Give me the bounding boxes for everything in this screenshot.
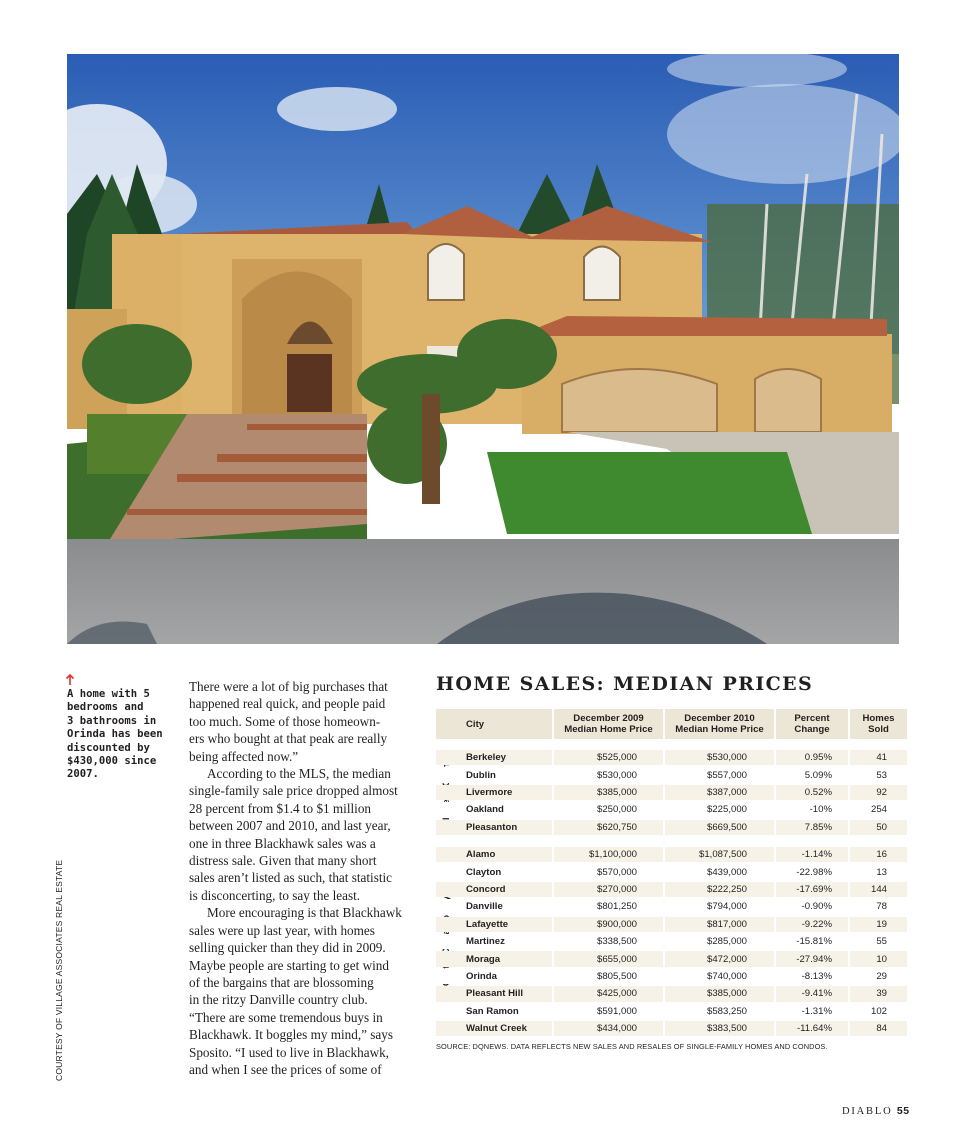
cell-homes-sold: 50 xyxy=(876,821,887,833)
cell-dec-2009: $1,100,000 xyxy=(588,849,637,861)
article-line: “There are some tremendous buys in xyxy=(189,1009,383,1025)
cell-city: Livermore xyxy=(466,786,513,798)
table-row xyxy=(436,766,907,783)
caption-line: bedrooms and xyxy=(67,701,144,714)
cell-dec-2010: $472,000 xyxy=(706,953,747,965)
cell-homes-sold: 10 xyxy=(876,953,887,965)
cell-percent-change: 7.85% xyxy=(804,821,832,833)
header-line: December 2010 xyxy=(684,713,755,724)
table-row xyxy=(436,968,907,985)
cell-dec-2010: $817,000 xyxy=(706,918,747,930)
caption-line: discounted by xyxy=(67,741,150,754)
page-folio xyxy=(842,1105,910,1117)
cell-percent-change: -9.22% xyxy=(801,918,832,930)
cell-dec-2009: $530,000 xyxy=(596,769,637,781)
cell-percent-change: -11.64% xyxy=(796,1023,832,1035)
table-header xyxy=(436,709,907,739)
cell-homes-sold: 19 xyxy=(876,918,887,930)
cell-percent-change: -27.94% xyxy=(796,953,832,965)
table-row xyxy=(436,898,907,915)
cell-dec-2010: $1,087,500 xyxy=(698,849,747,861)
cell-city: Walnut Creek xyxy=(466,1023,527,1035)
article-line: 28 percent from $1.4 to $1 million xyxy=(189,800,372,816)
cell-city: Lafayette xyxy=(466,918,509,930)
cell-percent-change: -0.90% xyxy=(801,901,832,913)
cell-homes-sold: 41 xyxy=(876,752,887,764)
cell-city: Clayton xyxy=(466,866,502,878)
cell-percent-change: -1.14% xyxy=(801,849,832,861)
article-line: Maybe people are starting to get wind xyxy=(189,957,389,973)
cell-dec-2010: $439,000 xyxy=(706,866,747,878)
cell-dec-2009: $425,000 xyxy=(596,988,637,1000)
cell-percent-change: -17.69% xyxy=(796,883,832,895)
table-row xyxy=(436,863,907,880)
photo-caption xyxy=(67,688,167,782)
article-line: selling quicker than they did in 2009. xyxy=(189,940,386,956)
cell-percent-change: -9.41% xyxy=(801,988,832,1000)
cell-dec-2010: $385,000 xyxy=(706,988,747,1000)
cell-city: Alamo xyxy=(466,849,496,861)
cell-dec-2010: $794,000 xyxy=(706,901,747,913)
table-row xyxy=(436,950,907,967)
cell-city: Pleasanton xyxy=(466,821,518,833)
cell-percent-change: -1.31% xyxy=(801,1005,832,1017)
caption-line: $430,000 since xyxy=(67,755,157,768)
cell-dec-2009: $591,000 xyxy=(596,1005,637,1017)
cell-dec-2009: $525,000 xyxy=(596,752,637,764)
cell-dec-2009: $570,000 xyxy=(596,866,637,878)
cell-city: Dublin xyxy=(466,769,496,781)
house-photo xyxy=(67,54,899,644)
cell-dec-2010: $222,250 xyxy=(706,883,747,895)
table-row xyxy=(436,1003,907,1020)
cell-city: Martinez xyxy=(466,936,505,948)
photo-credit: COURTESY OF VILLAGE ASSOCIATES REAL ESTATE xyxy=(54,859,64,1081)
cell-dec-2010: $225,000 xyxy=(706,804,747,816)
caption-line: A home with 5 xyxy=(67,688,150,700)
up-arrow-icon xyxy=(65,674,75,686)
cell-dec-2010: $557,000 xyxy=(706,769,747,781)
cell-percent-change: -22.98% xyxy=(796,866,832,878)
header-city: City xyxy=(466,718,485,730)
table-row xyxy=(436,933,907,950)
header-dec-2009 xyxy=(554,709,663,739)
header-dec-2010 xyxy=(665,709,774,739)
cell-dec-2009: $805,500 xyxy=(596,970,637,982)
header-percent-change xyxy=(776,709,848,739)
article-line: is disconcerting, to say the least. xyxy=(189,887,361,903)
cell-dec-2010: $583,250 xyxy=(706,1005,747,1017)
article-line: one in three Blackhawk sales was a xyxy=(189,835,376,851)
header-line: Percent xyxy=(794,713,830,724)
cell-dec-2009: $801,250 xyxy=(596,901,637,913)
table-row xyxy=(436,846,907,863)
cell-city: Moraga xyxy=(466,953,501,965)
cell-homes-sold: 53 xyxy=(876,769,887,781)
cell-percent-change: -10% xyxy=(809,804,832,816)
table-row xyxy=(436,881,907,898)
caption-line: Orinda has been xyxy=(67,728,163,741)
header-line: December 2009 xyxy=(573,713,644,724)
cell-homes-sold: 78 xyxy=(876,901,887,913)
cell-dec-2010: $383,500 xyxy=(706,1023,747,1035)
cell-homes-sold: 102 xyxy=(870,1005,887,1017)
cell-percent-change: -8.13% xyxy=(801,970,832,982)
article-column xyxy=(189,678,404,1078)
cell-dec-2010: $669,500 xyxy=(706,821,747,833)
cell-dec-2009: $250,000 xyxy=(596,804,637,816)
article-line: There were a lot of big purchases that xyxy=(189,679,388,694)
page-number: 55 xyxy=(896,1105,910,1117)
cell-city: Orinda xyxy=(466,970,497,982)
article-line: More encouraging is that Blackhawk xyxy=(207,905,402,921)
cell-dec-2009: $655,000 xyxy=(596,953,637,965)
header-line: Homes xyxy=(862,713,895,724)
article-line: ers who bought at that peak are really xyxy=(189,731,388,747)
table-row xyxy=(436,985,907,1002)
cell-dec-2010: $740,000 xyxy=(706,970,747,982)
cell-dec-2009: $270,000 xyxy=(596,883,637,895)
cell-dec-2010: $285,000 xyxy=(706,936,747,948)
table-row xyxy=(436,916,907,933)
article-line: Sposito. “I used to live in Blackhawk, xyxy=(189,1044,389,1060)
table-row xyxy=(436,1020,907,1037)
article-line: and when I see the prices of some of xyxy=(189,1061,382,1077)
cell-dec-2009: $900,000 xyxy=(596,918,637,930)
cell-city: Concord xyxy=(466,883,506,895)
table-group-alameda xyxy=(436,749,907,836)
article-line: being affected now.” xyxy=(189,748,299,764)
article-line: of the bargains that are blossoming xyxy=(189,974,374,990)
table-source: SOURCE: DQNEWS. DATA REFLECTS NEW SALES AND RESALES OF SINGLE-FAMILY HOMES AND CONDOS. xyxy=(436,1042,828,1051)
cell-city: Berkeley xyxy=(466,752,507,764)
cell-homes-sold: 92 xyxy=(876,786,887,798)
cell-dec-2009: $338,500 xyxy=(596,936,637,948)
cell-percent-change: -15.81% xyxy=(796,936,832,948)
article-line: between 2007 and 2010, and last year, xyxy=(189,818,391,834)
cell-homes-sold: 16 xyxy=(876,849,887,861)
cell-dec-2009: $385,000 xyxy=(596,786,637,798)
table-row xyxy=(436,801,907,818)
cell-homes-sold: 55 xyxy=(876,936,887,948)
article-line: sales aren’t listed as such, that statistic xyxy=(189,870,393,886)
article-line: According to the MLS, the median xyxy=(207,766,391,782)
header-line: Median Home Price xyxy=(564,724,653,735)
header-homes-sold xyxy=(850,709,907,739)
article-line: single-family sale price dropped almost xyxy=(189,783,398,799)
cell-homes-sold: 29 xyxy=(876,970,887,982)
article-line: distress sale. Given that many short xyxy=(189,853,377,869)
cell-percent-change: 0.52% xyxy=(804,786,832,798)
table-title: HOME SALES: MEDIAN PRICES xyxy=(436,673,814,695)
table-group-contra-costa xyxy=(436,846,907,1037)
article-line: in the ritzy Danville country club. xyxy=(189,992,368,1008)
cell-dec-2010: $530,000 xyxy=(706,752,747,764)
cell-city: Pleasant Hill xyxy=(466,988,524,1000)
cell-percent-change: 5.09% xyxy=(804,769,832,781)
table-row xyxy=(436,819,907,836)
cell-percent-change: 0.95% xyxy=(804,752,832,764)
table-row xyxy=(436,749,907,766)
table-row xyxy=(436,784,907,801)
article-line: sales were up last year, with homes xyxy=(189,922,375,938)
caption-line: 3 bathrooms in xyxy=(67,714,157,727)
cell-homes-sold: 39 xyxy=(876,988,887,1000)
article-line: too much. Some of those homeown- xyxy=(189,713,381,729)
cell-city: Danville xyxy=(466,901,503,913)
article-line: happened real quick, and people paid xyxy=(189,696,386,712)
cell-homes-sold: 84 xyxy=(876,1023,887,1035)
cell-city: Oakland xyxy=(466,804,504,816)
header-line: Sold xyxy=(868,724,889,735)
article-line: Blackhawk. It boggles my mind,” says xyxy=(189,1027,394,1043)
cell-homes-sold: 13 xyxy=(876,866,887,878)
cell-homes-sold: 144 xyxy=(870,883,887,895)
cell-dec-2010: $387,000 xyxy=(706,786,747,798)
magazine-name: DIABLO xyxy=(842,1106,893,1117)
caption-line: 2007. xyxy=(67,768,99,781)
cell-city: San Ramon xyxy=(466,1005,519,1017)
header-line: Change xyxy=(794,724,830,735)
header-line: Median Home Price xyxy=(675,724,764,735)
cell-dec-2009: $620,750 xyxy=(596,821,637,833)
cell-dec-2009: $434,000 xyxy=(596,1023,637,1035)
cell-homes-sold: 254 xyxy=(870,804,887,816)
